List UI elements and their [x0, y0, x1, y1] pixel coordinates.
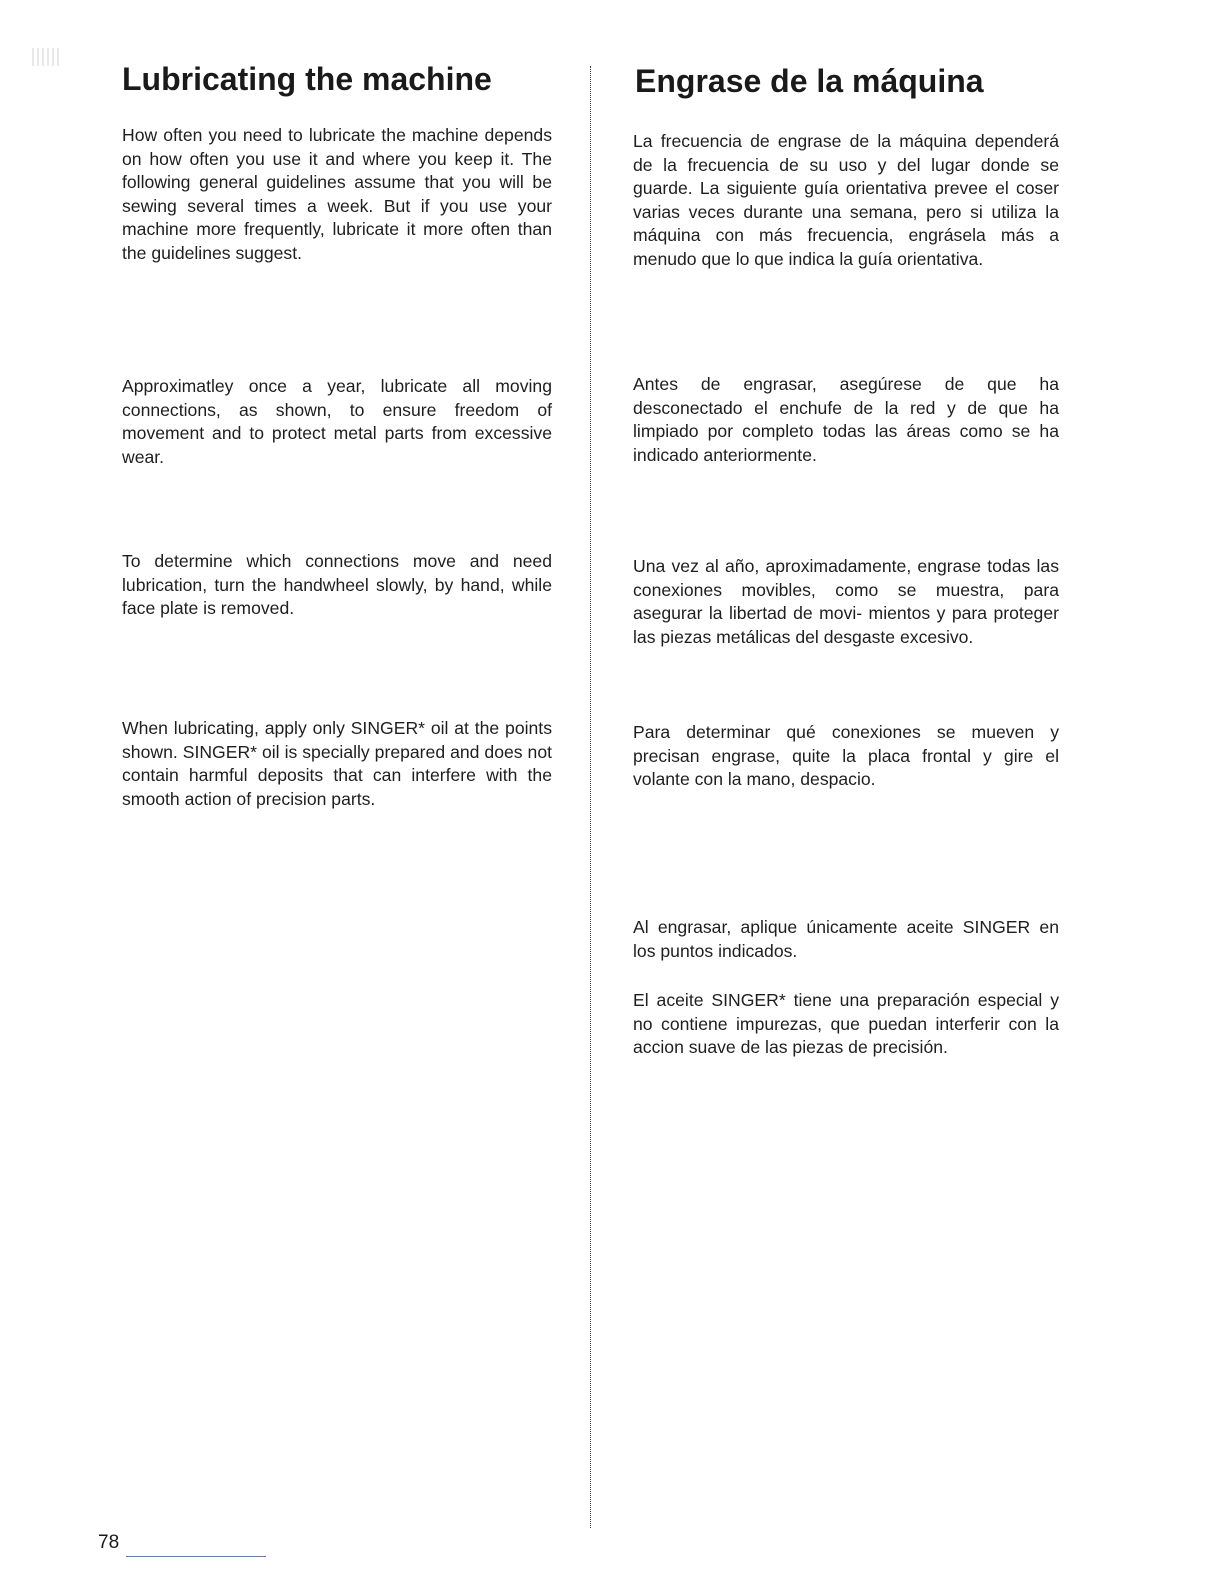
- spanish-title: Engrase de la máquina: [635, 63, 984, 99]
- english-paragraph-yearly: Approximatley once a year, lubricate all moving connections, as shown, to ensure freedom of movement and to protect metal parts from excessive wear.: [122, 376, 552, 467]
- english-paragraph-determine: To determine which connections move and need lubrication, turn the handwheel slowly, by hand, while face plate is removed.: [122, 551, 552, 618]
- spanish-paragraph-antes: Antes de engrasar, asegúrese de que ha desconectado el enchufe de la red y de que ha limpiado por completo todas las áreas como se ha indicado anteriormente.: [633, 374, 1059, 465]
- spanish-paragraph-determinar: Para determinar qué conexiones se mueven y precisan engrase, quite la placa frontal y gire el volante con la mano, despacio.: [633, 722, 1059, 789]
- english-paragraph-frequency: How often you need to lubricate the machine depends on how often you use it and where you keep it. The following general guidelines assume that you will be sewing several times a week. But if you use your machine more frequently, lubricate it more often than the guidelines suggest.: [122, 125, 552, 263]
- english-title: Lubricating the machine: [122, 61, 492, 97]
- page-number: 78: [98, 1532, 120, 1553]
- page-number-rule: [126, 1556, 266, 1557]
- spanish-paragraph-aceite: El aceite SINGER* tiene una preparación especial y no contiene impurezas, que puedan interferir con la accion suave de las piezas de precisión.: [633, 990, 1059, 1057]
- column-divider: [590, 66, 591, 1528]
- english-paragraph-oil: When lubricating, apply only SINGER* oil at the points shown. SINGER* oil is specially prepared and does not contain harmful deposits that can interfere with the smooth action of precision parts.: [122, 718, 552, 809]
- scan-mark: [32, 48, 62, 66]
- spanish-paragraph-engrasar: Al engrasar, aplique únicamente aceite SINGER en los puntos indicados.: [633, 917, 1059, 961]
- spanish-paragraph-una-vez: Una vez al año, aproximadamente, engrase todas las conexiones movibles, como se muestra, para asegurar la libertad de movi- mientos y para proteger las piezas metálicas del desgaste excesivo.: [633, 556, 1059, 647]
- spanish-paragraph-frecuencia: La frecuencia de engrase de la máquina dependerá de la frecuencia de su uso y del lugar donde se guarde. La siguiente guía orientativa prevee el coser varias veces durante una semana, pero si utiliza la máquina con más frecuencia, engrásela más a menudo que lo que indica la guía orientativa.: [633, 131, 1059, 269]
